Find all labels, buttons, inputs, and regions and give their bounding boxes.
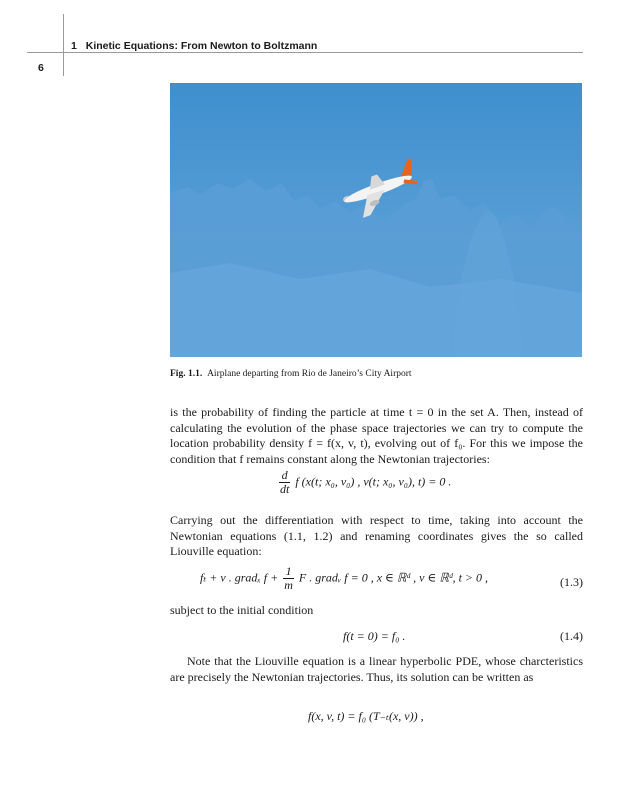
airplane-photo-illustration bbox=[170, 83, 582, 357]
derivative-fraction: $\frac{d}{dt}$ bbox=[280, 468, 290, 496]
header-vertical-rule bbox=[63, 14, 64, 76]
equation-solution: f(x, v, t) = f₀ (T₋ₜ(x, v)) , bbox=[308, 709, 424, 723]
figure-label: Fig. 1.1. bbox=[170, 369, 203, 379]
equation-liouville bbox=[200, 565, 488, 592]
figure-caption-text: Airplane departing from Rio de Janeiro’s City Airport bbox=[207, 369, 412, 379]
page-number: 6 bbox=[38, 62, 44, 74]
chapter-title: Kinetic Equations: From Newton to Boltzmann bbox=[85, 40, 318, 52]
figure-caption bbox=[170, 369, 582, 379]
paragraph-initial-condition: subject to the initial condition bbox=[170, 603, 314, 617]
paragraph-differentiation: Carrying out the differentiation with respect to time, taking into account the Newtonian equations (1.1, 1.2) and renaming coordinates gives the so called Liouville equation: bbox=[170, 513, 583, 558]
equation-number-1-3: (1.3) bbox=[560, 575, 583, 589]
header-horizontal-rule bbox=[27, 52, 583, 53]
equation-total-derivative bbox=[277, 469, 451, 496]
figure-photo bbox=[170, 83, 582, 357]
running-head bbox=[71, 40, 317, 52]
liouville-fraction: $\frac{1}{m}$ bbox=[284, 564, 293, 592]
paragraph-liouville-note: Note that the Liouville equation is a linear hyperbolic PDE, whose charcteristics are precisely the Newtonian trajectories. Thus, its solution can be written as bbox=[170, 654, 583, 684]
chapter-number: 1 bbox=[71, 40, 77, 52]
paragraph-probability: is the probability of finding the particle at time t = 0 in the set A. Then, instead of calculating the evolution of the phase space trajectories we can try to compute the location probability density f = f(x, v, t), evolving out of f₀. For this we impose the condition that f remains constant along the Newtonian trajectories: bbox=[170, 405, 583, 466]
liouville-right: F . gradᵥ f = 0 , x ∈ ℝᵈ , v ∈ ℝᵈ, t > 0 , bbox=[298, 570, 488, 585]
derivative-expression: f (x(t; x₀, v₀) , v(t; x₀, v₀), t) = 0 . bbox=[295, 474, 452, 489]
equation-initial-condition: f(t = 0) = f₀ . bbox=[343, 629, 406, 643]
liouville-left: fₜ + v . gradₓ f + bbox=[200, 570, 279, 585]
equation-number-1-4: (1.4) bbox=[560, 629, 583, 643]
